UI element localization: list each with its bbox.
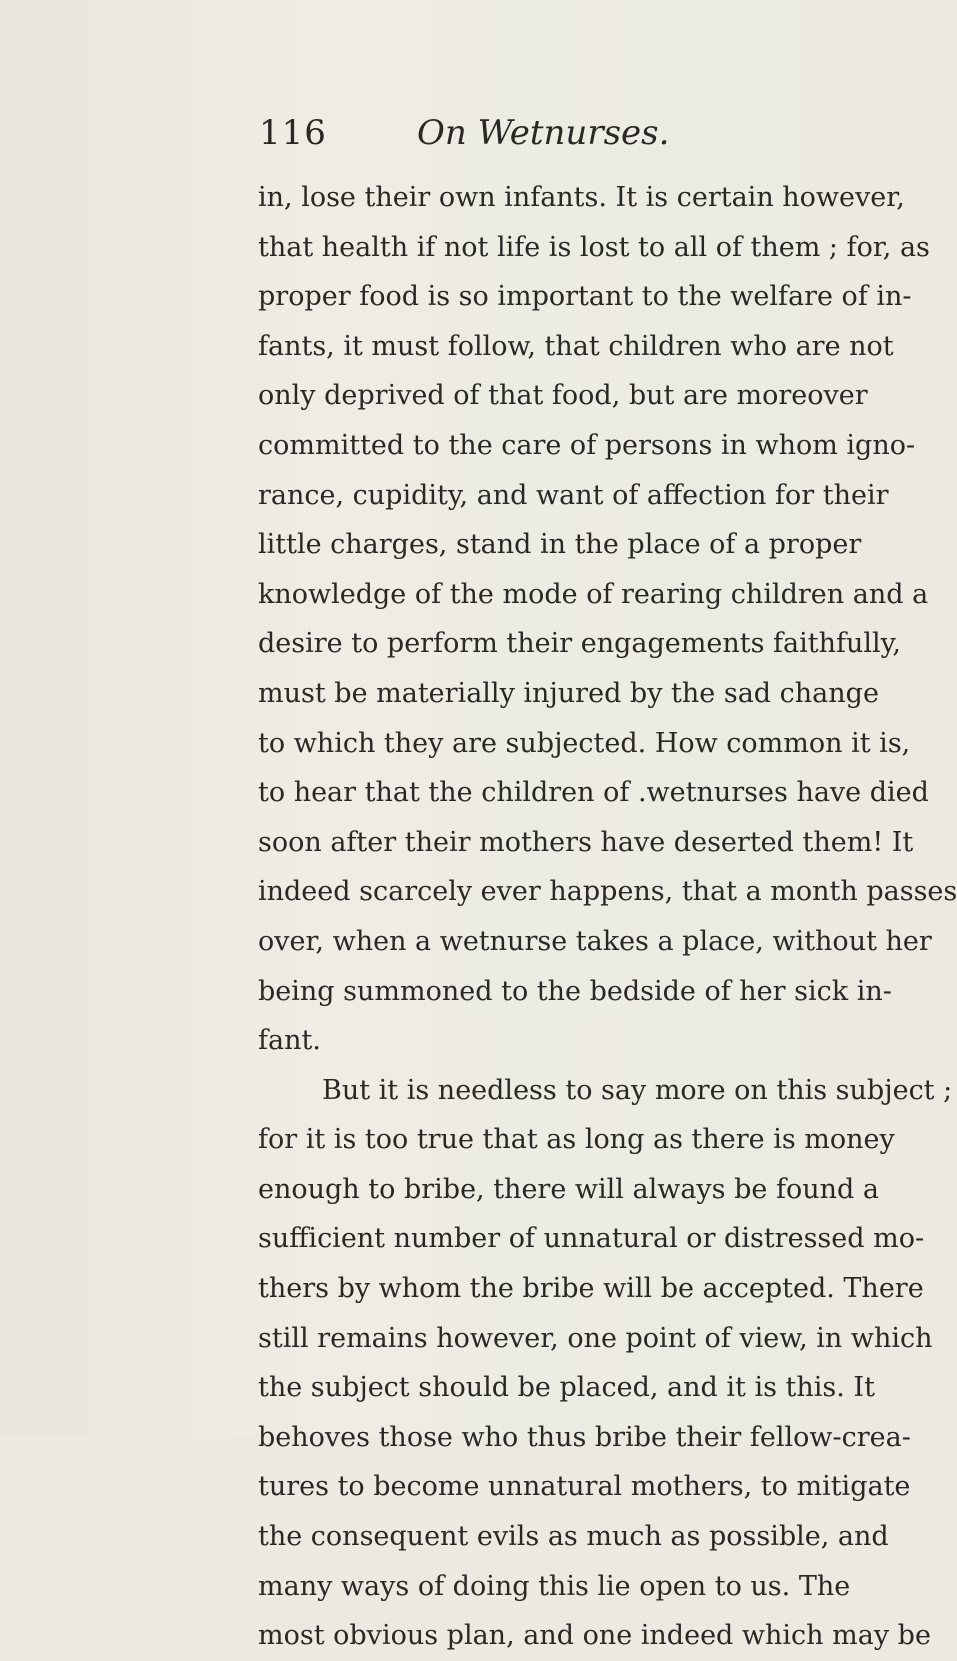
text-line: only deprived of that food, but are moreover: [258, 380, 868, 412]
text-line: committed to the care of persons in whom igno-: [258, 429, 916, 461]
text-line: tures to become unnatural mothers, to mitigate: [258, 1471, 911, 1503]
text-line: little charges, stand in the place of a proper: [258, 529, 862, 561]
text-line: sufficient number of unnatural or distressed mo-: [258, 1223, 925, 1255]
page-header: [259, 108, 759, 158]
text-line: desire to perform their engagements faithfully,: [258, 628, 901, 660]
text-line: many ways of doing this lie open to us. The: [258, 1570, 851, 1602]
text-line: soon after their mothers have deserted them! It: [258, 826, 914, 858]
text-line: that health if not life is lost to all of them ; for, as: [258, 231, 930, 263]
text-line: indeed scarcely ever happens, that a month passes: [258, 876, 957, 908]
text-line: rance, cupidity, and want of affection for their: [258, 479, 889, 511]
text-line: over, when a wetnurse takes a place, without her: [258, 925, 932, 957]
text-line: to which they are subjected. How common it is,: [258, 727, 911, 759]
text-line: fant.: [258, 1025, 321, 1057]
text-line: behoves those who thus bribe their fellow-crea-: [258, 1421, 911, 1453]
text-line: proper food is so important to the welfare of in-: [258, 281, 912, 313]
body-text: [258, 173, 957, 1661]
text-line: being summoned to the bedside of her sick in-: [258, 975, 892, 1007]
text-line: must be materially injured by the sad change: [258, 677, 879, 709]
text-line: the consequent evils as much as possible, and: [258, 1521, 889, 1553]
running-title: On Wetnurses.: [417, 113, 670, 153]
paragraph-2: [258, 1066, 953, 1661]
text-line: But it is needless to say more on this subject ;: [322, 1074, 953, 1106]
text-line: in, lose their own infants. It is certain however,: [258, 182, 905, 213]
text-line: for it is too true that as long as there is money: [258, 1124, 895, 1156]
text-line: fants, it must follow, that children who are not: [258, 330, 894, 362]
text-line: enough to bribe, there will always be found a: [258, 1173, 879, 1205]
text-line: the subject should be placed, and it is this. It: [258, 1372, 875, 1404]
text-line: thers by whom the bribe will be accepted. There: [258, 1273, 924, 1305]
page-number: 116: [259, 113, 327, 153]
text-line: knowledge of the mode of rearing children and a: [258, 578, 929, 610]
text-line: to hear that the children of .wetnurses have died: [258, 777, 929, 809]
paragraph-1: [258, 173, 957, 1066]
text-line: still remains however, one point of view, in which: [258, 1322, 933, 1354]
text-line: most obvious plan, and one indeed which may be: [258, 1620, 931, 1652]
